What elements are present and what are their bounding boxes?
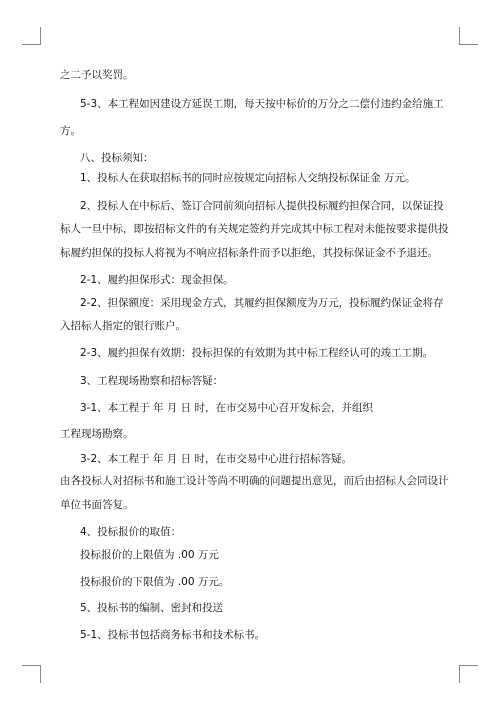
section-heading: 4、投标报价的取值： — [80, 526, 182, 538]
section-heading: 5、投标书的编制、密封和投送 — [80, 602, 224, 614]
section-heading: 八、投标须知： — [80, 152, 154, 164]
text-line: 2-3、履约担保有效期：投标担保的有效期为其中标工程经认可的竣工工期。 — [80, 347, 434, 359]
text-line: 2-2、担保额度：采用现金方式，其履约担保额度为万元，投标履约保证金将存 — [80, 297, 444, 309]
crop-mark-top-right-horizontal — [459, 44, 478, 45]
text-line: 投标报价的下限值为 .00 万元。 — [80, 576, 230, 588]
crop-mark-top-right-vertical — [459, 27, 460, 45]
text-line: 5-3、本工程如因建设方延误工期，每天按中标价的万分之二偿付违约金给施工 — [80, 98, 444, 110]
text-line: 投标报价的上限值为 .00 万元 — [80, 549, 219, 561]
text-line: 方。 — [60, 125, 81, 137]
crop-mark-bottom-right-horizontal — [459, 665, 478, 666]
crop-mark-top-left-horizontal — [22, 44, 41, 45]
text-line: 3-1、本工程于 年 月 日 时，在市交易中心召开发标会，并组织 — [80, 402, 373, 414]
text-line: 3-2、本工程于 年 月 日 时，在市交易中心进行招标答疑。 — [80, 453, 352, 465]
text-line: 入招标人指定的银行账户。 — [60, 320, 186, 332]
crop-mark-bottom-left-vertical — [40, 665, 41, 683]
text-line: 单位书面答复。 — [60, 499, 134, 511]
text-line: 5-1、投标书包括商务标书和技术标书。 — [80, 629, 266, 641]
text-line: 标履约担保的投标人将视为不响应招标条件而予以拒绝，其投标保证金不予退还。 — [60, 247, 438, 259]
text-line: 2、投标人在中标后、签订合同前须向招标人提供投标履约担保合同，以保证投 — [80, 200, 444, 212]
text-line: 2-1、履约担保形式：现金担保。 — [80, 274, 234, 286]
text-line: 标人一旦中标，即按招标文件的有关规定签约并完成其中标工程对未能按要求提供投 — [60, 223, 449, 235]
section-heading: 3、工程现场勘察和招标答疑： — [80, 375, 224, 387]
crop-mark-bottom-left-horizontal — [22, 665, 41, 666]
text-line: 工程现场勘察。 — [60, 428, 134, 440]
text-line: 之二予以奖罚。 — [60, 69, 134, 81]
text-line: 由各投标人对招标书和施工设计等尚不明确的问题提出意见，而后由招标人会同设计 — [60, 475, 449, 487]
crop-mark-bottom-right-vertical — [459, 665, 460, 683]
crop-mark-top-left-vertical — [40, 27, 41, 45]
text-line: 1、投标人在获取招标书的同时应按规定向招标人交纳投标保证金 万元。 — [80, 172, 416, 184]
